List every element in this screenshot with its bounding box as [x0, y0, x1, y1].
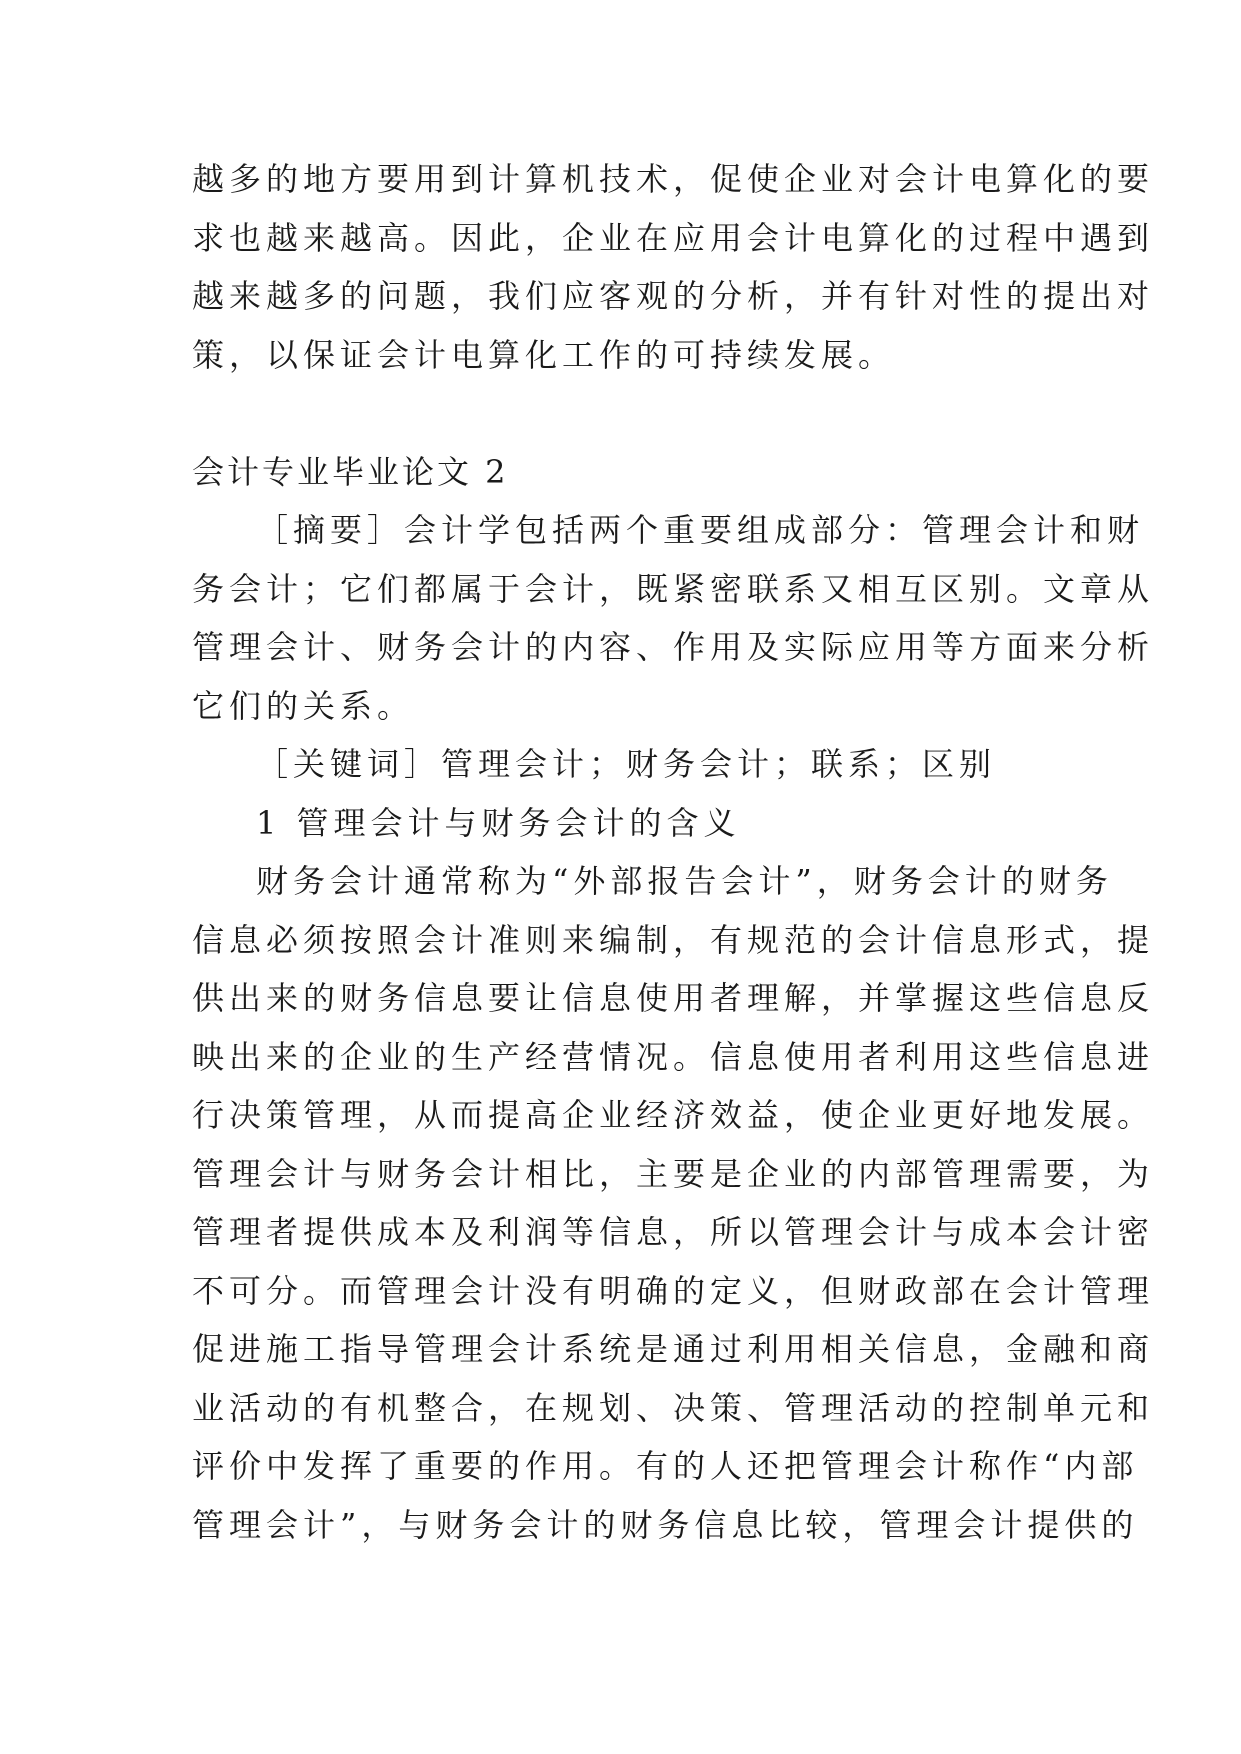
text-line: 求也越来越高。因此，企业在应用会计电算化的过程中遇到: [192, 218, 1155, 257]
paragraph-gap: [192, 384, 1054, 443]
text-line: 财务会计通常称为“外部报告会计”，财务会计的财务: [256, 862, 1113, 900]
body-paragraph: [192, 852, 1155, 1554]
text-line: ［摘要］会计学包括两个重要组成部分：管理会计和财: [256, 511, 1145, 549]
text-line: 它们的关系。: [192, 686, 415, 725]
text-line: 映出来的企业的生产经营情况。信息使用者利用这些信息进: [192, 1037, 1155, 1076]
text-line: 管理者提供成本及利润等信息，所以管理会计与成本会计密: [192, 1213, 1155, 1251]
text-line: 供出来的财务信息要让信息使用者理解，并掌握这些信息反: [192, 979, 1155, 1017]
document-page: [192, 150, 1155, 1554]
text-line: 管理会计与财务会计相比，主要是企业的内部管理需要，为: [192, 1154, 1155, 1193]
abstract-paragraph: [192, 501, 1155, 735]
text-line: 策，以保证会计电算化工作的可持续发展。: [192, 335, 896, 374]
text-line: 管理会计、财务会计的内容、作用及实际应用等方面来分析: [192, 628, 1155, 666]
text-line: 信息必须按照会计准则来编制，有规范的会计信息形式，提: [192, 920, 1155, 959]
text-line: 评价中发挥了重要的作用。有的人还把管理会计称作“内部: [192, 1447, 1139, 1485]
text-line: 越多的地方要用到计算机技术，促使企业对会计电算化的要: [192, 160, 1155, 198]
text-line: 不可分。而管理会计没有明确的定义，但财政部在会计管理: [192, 1271, 1155, 1310]
text-line: 管理会计”，与财务会计的财务信息比较，管理会计提供的: [192, 1505, 1139, 1544]
text-line: 业活动的有机整合，在规划、决策、管理活动的控制单元和: [192, 1388, 1155, 1427]
text-line: 务会计；它们都属于会计，既紧密联系又相互区别。文章从: [192, 569, 1155, 608]
text-line: 行决策管理，从而提高企业经济效益，使企业更好地发展。: [192, 1096, 1155, 1134]
intro-paragraph: [192, 150, 1155, 384]
section-title: 会计专业毕业论文 2: [192, 452, 509, 491]
text-line: 促进施工指导管理会计系统是通过利用相关信息，金融和商: [192, 1330, 1155, 1368]
keywords-line: ［关键词］管理会计；财务会计；联系；区别: [256, 745, 997, 783]
text-line: 越来越多的问题，我们应客观的分析，并有针对性的提出对: [192, 277, 1155, 315]
subheading: 1 管理会计与财务会计的含义: [256, 803, 741, 842]
